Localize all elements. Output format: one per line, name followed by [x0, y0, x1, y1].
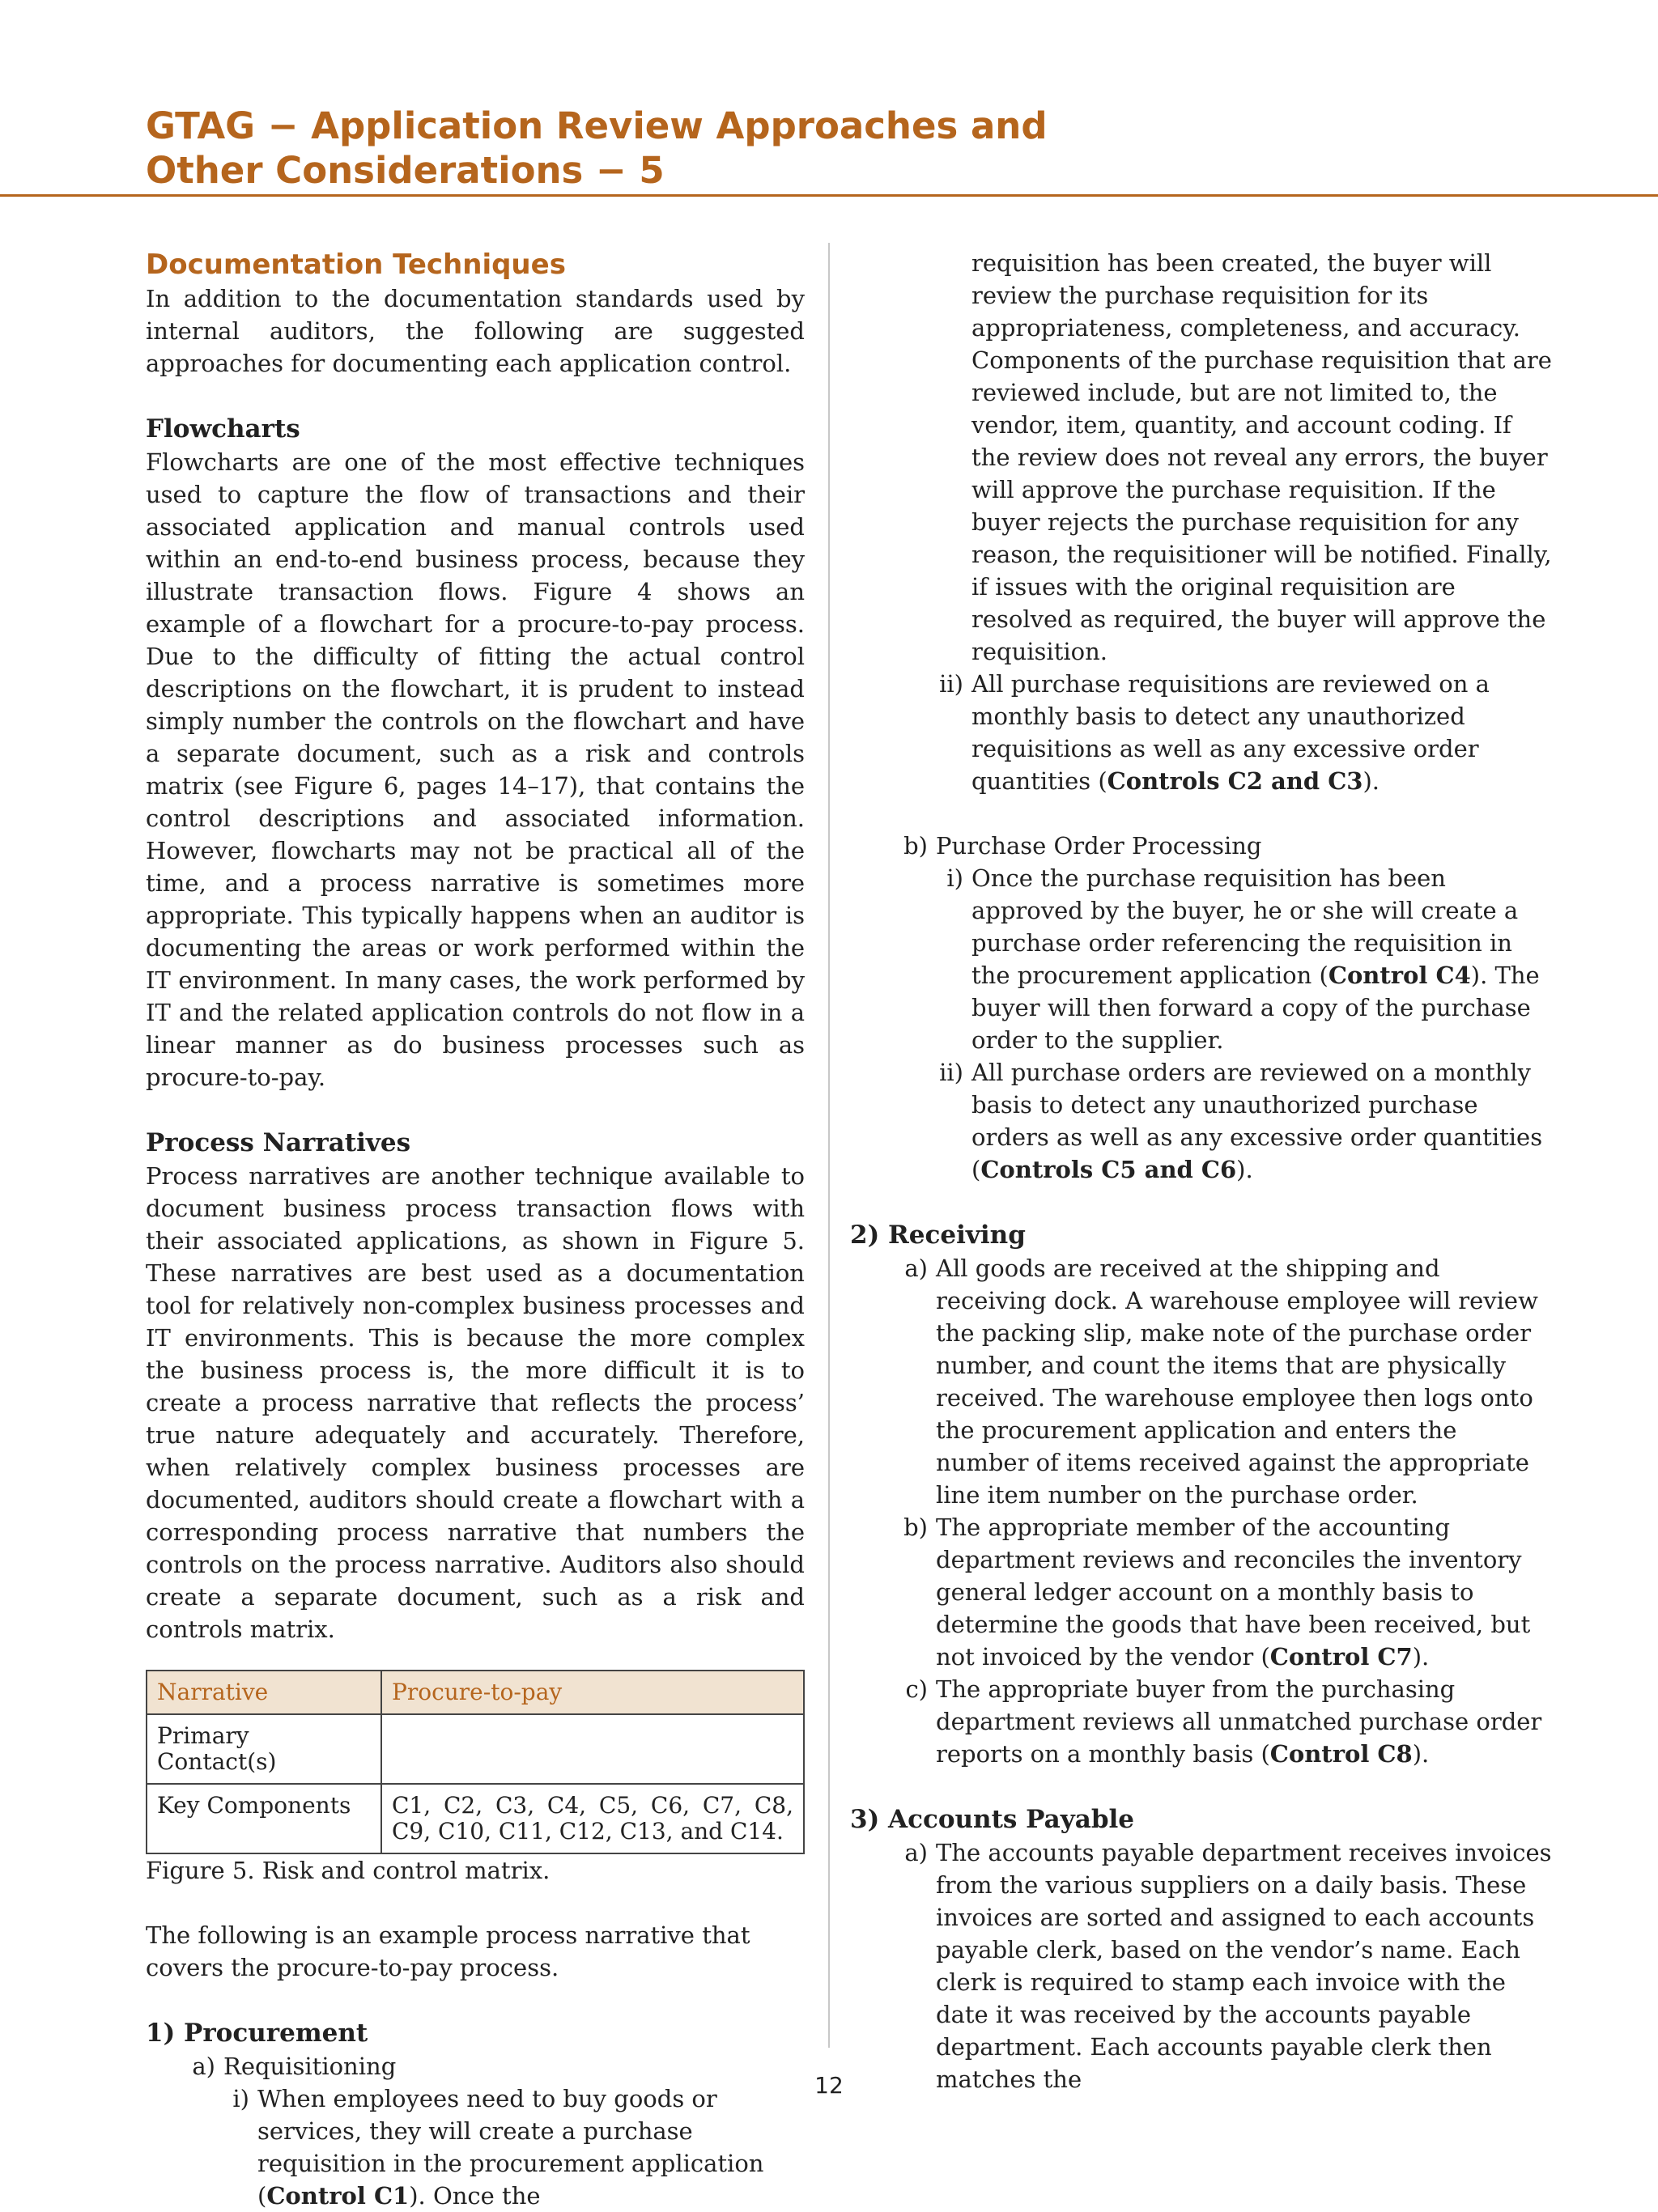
section-title: Documentation Techniques — [146, 248, 566, 281]
intro-paragraph: In addition to the documentation standards used by internal auditors, the following are suggested approaches for documenting each application control. — [146, 285, 805, 377]
text-run: The appropriate member of the accounting department reviews and reconciles the inventory general ledger account on a monthly basis to determine the goods that have been received, but not invoiced by the vendor ( — [936, 1514, 1531, 1671]
left-column — [146, 247, 805, 2212]
list-item — [850, 862, 1554, 1056]
text-run: ). Once the — [409, 2182, 541, 2210]
table-row — [147, 1714, 804, 1784]
control-ref: Control C1 — [266, 2182, 410, 2210]
control-ref: Controls C2 and C3 — [1107, 767, 1363, 795]
list-item — [850, 1836, 1554, 2095]
table-cell: Primary Contact(s) — [147, 1714, 381, 1784]
list-item-text — [971, 668, 1554, 797]
list-item-text — [971, 862, 1554, 1056]
text-run: ). — [1412, 1740, 1430, 1768]
risk-control-table — [146, 1670, 805, 1854]
list-item-text: requisition has been created, the buyer will review the purchase requisition for its appropriateness, completeness, and accuracy. Components of the purchase requisition that are reviewed include, but are not limited to, the vendor, item, quantity, and account coding. If the review does not reveal any errors, the buyer will approve the purchase requisition. If the buyer rejects the purchase requisition for any reason, the requisitioner will be notified. Finally, if issues with the original requisition are resolved as required, the buyer will approve the requisition. — [971, 249, 1552, 665]
list-marker: a) — [192, 2053, 215, 2080]
table-cell — [381, 1714, 804, 1784]
header-rule — [0, 194, 1658, 197]
list-item-label: Requisitioning — [223, 2053, 397, 2080]
list-marker: b) — [903, 1514, 928, 1541]
text-run: ). — [1412, 1643, 1430, 1671]
accounts-payable-heading: 3) Accounts Payable — [850, 1805, 1134, 1834]
table-header-row — [147, 1671, 804, 1714]
text-run: When employees need to buy goods or services, they will create a purchase requisition in the procurement application ( — [257, 2085, 764, 2210]
list-marker: i) — [232, 2085, 249, 2112]
list-item-text: All goods are received at the shipping and receiving dock. A warehouse employee will review the packing slip, make note of the purchase order number, and count the items that are physically received. The warehouse employee then logs onto the procurement application and enters the number of items received against the appropriate line item number on the purchase order. — [936, 1255, 1538, 1509]
table-cell: Narrative — [147, 1671, 381, 1714]
header-line-2: Other Considerations − 5 — [146, 149, 665, 192]
list-marker: a) — [904, 1839, 928, 1866]
text-run: All purchase orders are reviewed on a monthly basis to detect any unauthorized purchase orders as well as any excessive order quantities ( — [971, 1059, 1543, 1183]
list-item-label: Purchase Order Processing — [936, 832, 1262, 860]
table-cell: Procure-to-pay — [381, 1671, 804, 1714]
list-item — [850, 1511, 1554, 1673]
page-number: 12 — [814, 2072, 844, 2099]
list-item-text — [971, 1056, 1554, 1186]
right-column — [850, 247, 1554, 2095]
text-run: Once the purchase requisition has been approved by the buyer, he or she will create a purchase order referencing the requisition in the procurement application ( — [971, 864, 1519, 989]
page-header-title — [146, 104, 1048, 193]
control-ref: Control C8 — [1269, 1740, 1413, 1768]
list-item-text: The accounts payable department receives invoices from the various suppliers on a daily basis. These invoices are sorted and assigned to each accounts payable clerk, based on the vendor’s name. Each clerk is required to stamp each invoice with the date it was received by the accounts payable department. Each accounts payable clerk then matches the — [936, 1839, 1552, 2093]
table-row — [147, 1784, 804, 1853]
flowcharts-paragraph: Flowcharts are one of the most effective techniques used to capture the flow of transactions and their associated application and manual controls used within an end-to-end business process, because they illustrate transaction flows. Figure 4 shows an example of a flowchart for a procure-to-pay process. Due to the difficulty of fitting the actual control descriptions on the flowchart, it is prudent to instead simply number the controls on the flowchart and have a separate document, such as a risk and controls matrix (see Figure 6, pages 14–17), that contains the control descriptions and associated information. However, flowcharts may not be practical all of the time, and a process narrative is sometimes more appropriate. This typically happens when an auditor is documenting the areas or work performed within the IT environment. In many cases, the work performed by IT and the related application controls do not flow in a linear manner as do business processes such as procure-to-pay. — [146, 448, 805, 1091]
text-run: The appropriate buyer from the purchasing department reviews all unmatched purchase order reports on a monthly basis ( — [936, 1675, 1542, 1768]
control-ref: Control C4 — [1328, 962, 1471, 989]
receiving-heading: 2) Receiving — [850, 1221, 1026, 1250]
narratives-heading: Process Narratives — [146, 1128, 411, 1157]
text-run: ). — [1363, 767, 1380, 795]
list-item-text — [936, 1673, 1554, 1770]
list-item — [850, 830, 1554, 862]
list-item — [850, 1252, 1554, 1511]
header-line-1: GTAG − Application Review Approaches and — [146, 104, 1048, 147]
list-item — [146, 2083, 805, 2212]
text-run: ). The buyer will then forward a copy of the purchase order to the supplier. — [971, 962, 1540, 1054]
table-cell: Key Components — [147, 1784, 381, 1853]
list-item — [850, 247, 1554, 668]
list-item-text — [936, 1511, 1554, 1673]
example-intro: The following is an example process narrative that covers the procure-to-pay process. — [146, 1921, 750, 1981]
control-ref: Controls C5 and C6 — [980, 1156, 1237, 1183]
list-marker: ii) — [939, 1059, 963, 1086]
list-marker: a) — [904, 1255, 928, 1282]
control-ref: Control C7 — [1269, 1643, 1413, 1671]
list-marker: c) — [905, 1675, 928, 1703]
procurement-heading: 1) Procurement — [146, 2019, 368, 2048]
table-cell: C1, C2, C3, C4, C5, C6, C7, C8, C9, C10, C11, C12, C13, and C14. — [381, 1784, 804, 1853]
flowcharts-heading: Flowcharts — [146, 414, 300, 444]
narratives-paragraph: Process narratives are another technique available to document business process transaction flows with their associated applications, as shown in Figure 5. These narratives are best used as a documentation tool for relatively non-complex business processes and IT environments. This is because the more complex the business process is, the more difficult it is to create a process narrative that reflects the process’ true nature adequately and accurately. Therefore, when relatively complex business processes are documented, auditors should create a flowchart with a corresponding process narrative that numbers the controls on the process narrative. Auditors also should create a separate document, such as a risk and controls matrix. — [146, 1162, 805, 1643]
list-item — [850, 668, 1554, 797]
list-marker: ii) — [939, 670, 963, 698]
figure-caption: Figure 5. Risk and control matrix. — [146, 1857, 551, 1884]
text-run: ). — [1236, 1156, 1253, 1183]
text-run: All purchase requisitions are reviewed on a monthly basis to detect any unauthorized requisitions as well as any excessive order quantities ( — [971, 670, 1490, 795]
list-item — [850, 1056, 1554, 1186]
list-marker: b) — [903, 832, 928, 860]
column-divider — [828, 243, 830, 2048]
list-marker: i) — [946, 864, 963, 892]
list-item — [850, 1673, 1554, 1770]
list-item-text — [257, 2083, 805, 2212]
